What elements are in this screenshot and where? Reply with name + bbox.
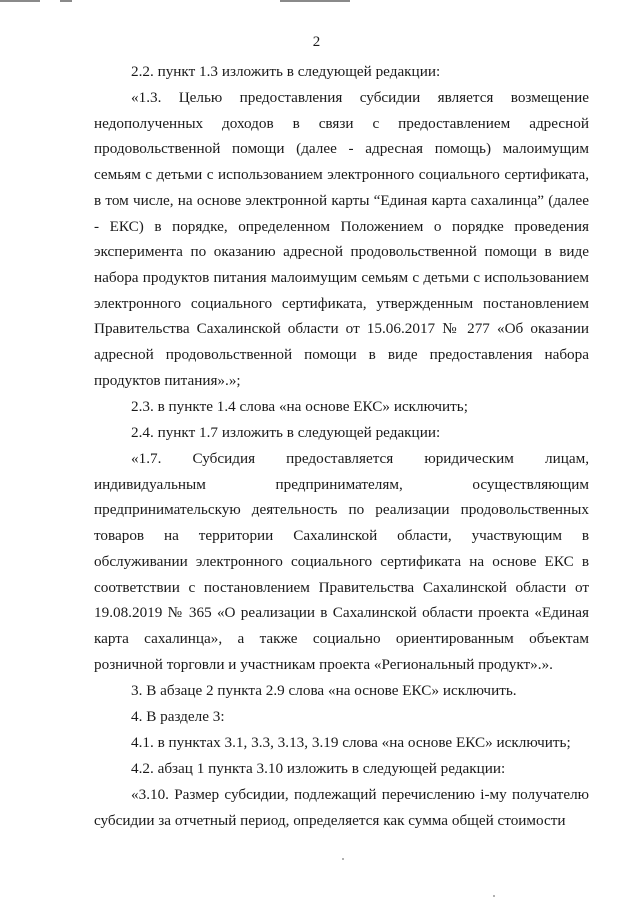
page-number: 2 xyxy=(312,34,321,50)
paragraph: 2.3. в пункте 1.4 слова «на основе ЕКС» исключить; xyxy=(131,398,468,415)
paragraph: 4.2. абзац 1 пункта 3.10 изложить в следующей редакции: xyxy=(131,760,506,777)
paragraph: 3. В абзаце 2 пункта 2.9 слова «на основе ЕКС» исключить. xyxy=(131,682,517,699)
paragraph: 4.1. в пунктах 3.1, 3.3, 3.13, 3.19 слова «на основе ЕКС» исключить; xyxy=(131,734,571,751)
paragraph: 2.4. пункт 1.7 изложить в следующей редакции: xyxy=(131,424,441,441)
paragraph: «1.7. Субсидия предоставляется юридическим лицам, индивидуальным предпринимателям, осуществляющим предпринимательскую деятельность по реализации продовольственных товаров на территории Сахалинской области, участвующим в обслуживании электронного социального сертификата на основе ЕКС в соответствии с постановлением Правительства Сахалинской области от 19.08.2019 № 365 «О реализации в Сахалинской области проекта «Единая карта сахалинца», а также социально ориентированным объектам розничной торговли и участникам проекта «Региональный продукт».». xyxy=(94,450,589,673)
scan-speck xyxy=(342,858,344,860)
scan-speck xyxy=(493,895,495,897)
scan-mark xyxy=(0,0,40,2)
paragraph: 2.2. пункт 1.3 изложить в следующей редакции: xyxy=(131,63,441,80)
scan-mark xyxy=(60,0,72,2)
paragraph: 4. В разделе 3: xyxy=(131,708,225,725)
paragraph: «3.10. Размер субсидии, подлежащий перечислению i-му получателю субсидии за отчетный период, определяется как сумма общей стоимости xyxy=(94,786,589,829)
paragraph: «1.3. Целью предоставления субсидии является возмещение недополученных доходов в связи с предоставлением адресной продовольственной помощи (далее - адресная помощь) малоимущим семьям с детьми с использованием электронного социального сертификата, в том числе, на основе электронной карты “Единая карта сахалинца” (далее - ЕКС) в порядке, определенном Положением о порядке проведения эксперимента по оказанию адресной продовольственной помощи в виде набора продуктов питания малоимущим семьям с детьми с использованием электронного социального сертификата, утвержденным постановлением Правительства Сахалинской области от 15.06.2017 № 277 «Об оказании адресной продовольственной помощи в виде предоставления набора продуктов питания».»; xyxy=(94,89,589,389)
scan-mark xyxy=(280,0,350,2)
